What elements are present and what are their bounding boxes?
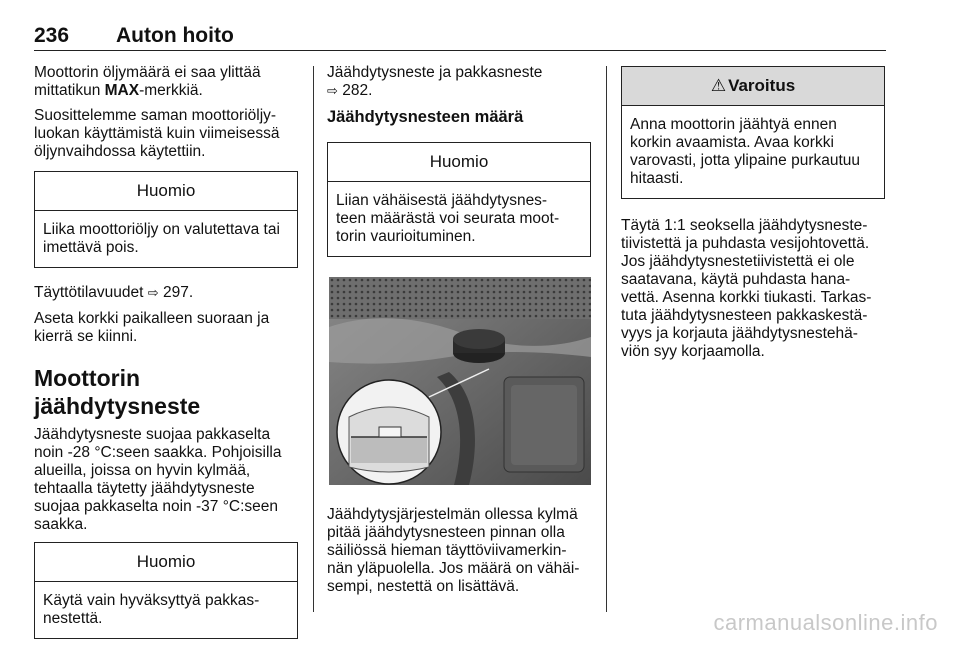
- paragraph-coolant-protection: Jäähdytysneste suojaa pakkaselta noin -28 °C:seen saakka. Pohjoisilla alueilla, joissa on hyvin kylmää, tehtaalla täytetty jäähdytysneste suojaa pakkaselta noin -37 °C:seen saakka.: [34, 426, 282, 533]
- column-divider-2: [606, 66, 607, 612]
- page-title: Auton hoito: [116, 24, 234, 47]
- note-box-oil: [34, 171, 298, 268]
- watermark: carmanualsonline.info: [713, 610, 938, 635]
- paragraph-oil-max: Moottorin öljymäärä ei saa ylittää mittatikun MAX-merkkiä.: [34, 64, 261, 99]
- photo-caption: Jäähdytysjärjestelmän ollessa kylmä pitää jäähdytysnesteen pinnan olla säiliössä hieman täyttöviivamerkin- nän yläpuolella. Jos määrä on vähäi- sempi, nestettä on lisättävä.: [327, 506, 580, 595]
- column-3: [621, 64, 885, 368]
- paragraph-cap: Aseta korkki paikalleen suoraan ja kierrä se kiinni.: [34, 310, 270, 345]
- warning-triangle-icon: ⚠: [710, 76, 727, 95]
- note-heading: Huomio: [35, 172, 297, 211]
- column-2: [327, 64, 591, 603]
- header-rule: [34, 50, 886, 51]
- column-divider-1: [313, 66, 314, 612]
- paragraph-capacities: Täyttötilavuudet ⇨ 297.: [34, 284, 194, 301]
- note-body: Käytä vain hyväksyttyä pakkas- nestettä.: [43, 592, 260, 627]
- note-box-antifreeze: [34, 542, 298, 639]
- note-heading: Huomio: [35, 543, 297, 582]
- note-box-coolant-level: [327, 142, 591, 257]
- page-ref-arrow-icon: ⇨: [327, 84, 338, 99]
- note-body: Liika moottoriöljy on valutettava tai imettävä pois.: [43, 221, 280, 256]
- column-1: [34, 64, 298, 653]
- paragraph-oil-recommend: Suosittelemme saman moottoriöljy- luokan käyttämistä kuin viimeisessä öljynvaihdossa käytettiin.: [34, 107, 280, 160]
- warning-heading: ⚠ Varoitus: [622, 67, 884, 106]
- page-header: [34, 24, 886, 50]
- note-heading: Huomio: [328, 143, 590, 182]
- page-ref-arrow-icon: ⇨: [147, 286, 159, 301]
- note-body: Liian vähäisestä jäähdytysnes- teen määrästä voi seurata moot- torin vaurioituminen.: [336, 192, 560, 245]
- subheading-coolant-level: Jäähdytysnesteen määrä: [327, 108, 524, 126]
- page-number: 236: [34, 24, 70, 47]
- paragraph-refill: Täytä 1:1 seoksella jäähdytysneste- tiivistettä ja puhdasta vesijohtovettä. Jos jäähdytysnestetiivistettä ei ole saatavana, käytä puhdasta hana- vettä. Asenna korkki tiukasti. Tarkas- tuta jäähdytysnesteen pakkaskestä- vyys ja korjauta jäähdytysnestehä- viön syy korjaamolla.: [621, 217, 872, 360]
- warning-body: Anna moottorin jäähtyä ennen korkin avaamista. Avaa korkki varovasti, jotta ylipaine purkautuu hitaasti.: [630, 116, 861, 187]
- warning-box: [621, 66, 885, 199]
- paragraph-coolant-ref: Jäähdytysneste ja pakkasneste ⇨ 282.: [327, 64, 543, 99]
- section-heading-coolant: Moottorin jäähdytysneste: [34, 365, 201, 419]
- coolant-reservoir-photo: [329, 277, 591, 485]
